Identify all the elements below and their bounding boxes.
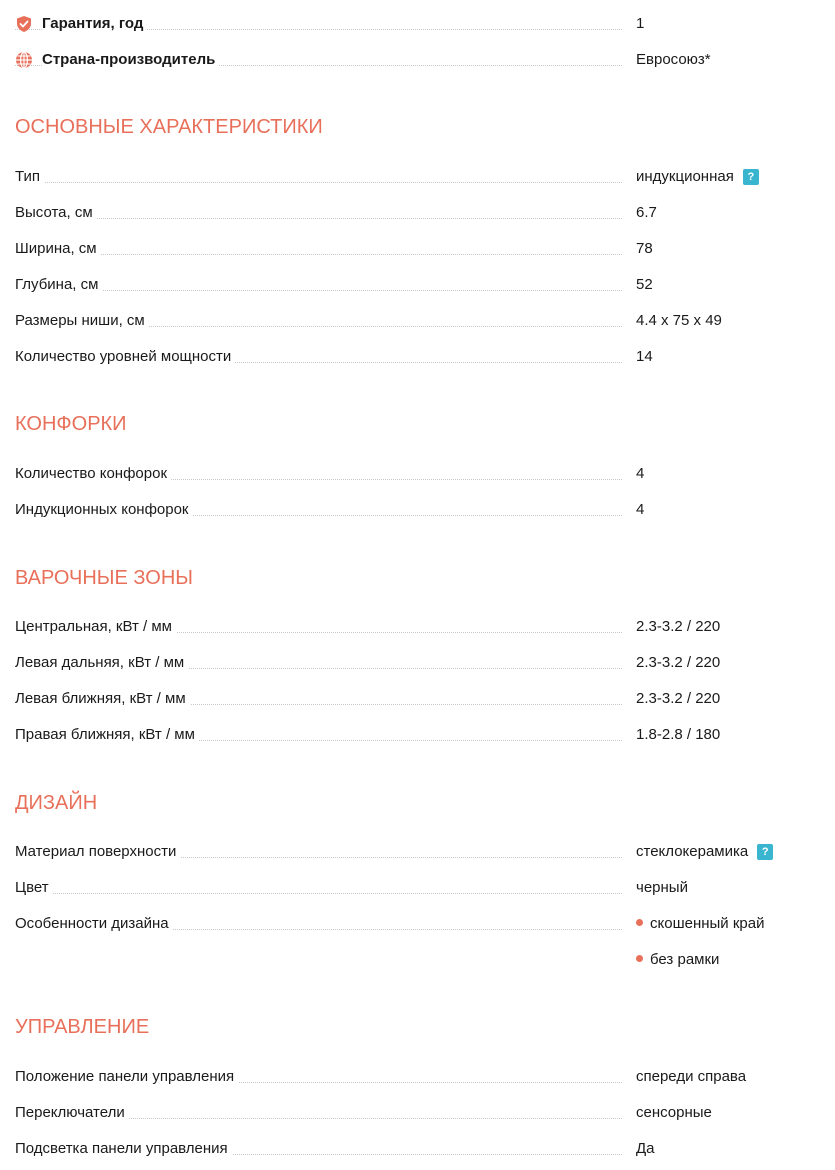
spec-row-color — [15, 878, 815, 908]
spec-value: 4 — [636, 465, 645, 482]
spec-row-niche-size — [15, 311, 815, 341]
spec-label: Положение панели управления — [15, 1067, 238, 1087]
spec-row-depth — [15, 275, 815, 305]
spec-value: 2.3-3.2 / 220 — [636, 654, 721, 671]
dotted-leader — [15, 182, 622, 183]
spec-value: 2.3-3.2 / 220 — [636, 690, 721, 707]
spec-label: Размеры ниши, см — [15, 311, 149, 331]
spec-row-induction-burners — [15, 500, 815, 530]
spec-row-zone-left-near — [15, 689, 815, 719]
spec-value: Евросоюз* — [636, 51, 711, 68]
spec-label: Страна-производитель — [42, 50, 219, 70]
spec-label: Особенности дизайна — [15, 914, 173, 934]
spec-label: Высота, см — [15, 203, 97, 223]
spec-row-zone-center — [15, 617, 815, 647]
spec-value-list-item — [636, 950, 719, 970]
spec-label: Тип — [15, 167, 44, 187]
spec-value: 6.7 — [636, 204, 657, 221]
spec-row-burner-count — [15, 464, 815, 494]
spec-label: Количество конфорок — [15, 464, 171, 484]
spec-label: Правая ближняя, кВт / мм — [15, 725, 199, 745]
spec-label: Ширина, см — [15, 239, 101, 259]
spec-label: Переключатели — [15, 1103, 129, 1123]
spec-label: Материал поверхности — [15, 842, 180, 862]
spec-value: спереди справа — [636, 1068, 747, 1085]
spec-value — [636, 167, 759, 187]
dotted-leader — [15, 290, 622, 291]
dotted-leader — [15, 218, 622, 219]
spec-value: 4 — [636, 501, 645, 518]
spec-value-text: скошенный край — [650, 915, 765, 932]
spec-value: черный — [636, 879, 688, 896]
spec-row-zone-left-far — [15, 653, 815, 683]
spec-label: Левая ближняя, кВт / мм — [15, 689, 190, 709]
spec-label: Гарантия, год — [42, 14, 147, 34]
spec-row-design-features — [15, 914, 815, 944]
spec-value-text: стеклокерамика — [636, 843, 749, 860]
bullet-icon — [636, 919, 643, 926]
spec-label: Глубина, см — [15, 275, 102, 295]
spec-label: Индукционных конфорок — [15, 500, 193, 520]
spec-row-warranty — [15, 14, 815, 44]
spec-value — [636, 842, 773, 862]
shield-check-icon — [15, 15, 33, 33]
spec-label: Количество уровней мощности — [15, 347, 235, 367]
spec-value: 14 — [636, 348, 653, 365]
section-title-main: ОСНОВНЫЕ ХАРАКТЕРИСТИКИ — [15, 116, 323, 138]
spec-row-panel-position — [15, 1067, 815, 1097]
bullet-icon — [636, 955, 643, 962]
spec-value: 52 — [636, 276, 653, 293]
dotted-leader — [15, 893, 622, 894]
spec-value: 4.4 x 75 x 49 — [636, 312, 722, 329]
spec-row-height — [15, 203, 815, 233]
spec-value-text: без рамки — [650, 951, 720, 968]
section-title-burners: КОНФОРКИ — [15, 413, 127, 435]
spec-value: сенсорные — [636, 1104, 712, 1121]
section-title-control: УПРАВЛЕНИЕ — [15, 1016, 150, 1038]
spec-value: 1 — [636, 15, 645, 32]
spec-row-width — [15, 239, 815, 269]
spec-value-text: индукционная — [636, 168, 734, 185]
section-title-design: ДИЗАЙН — [15, 792, 98, 814]
dotted-leader — [15, 254, 622, 255]
spec-row-surface-material — [15, 842, 815, 872]
spec-row-switches — [15, 1103, 815, 1133]
spec-label: Левая дальняя, кВт / мм — [15, 653, 188, 673]
spec-row-panel-backlight — [15, 1139, 815, 1169]
spec-value: Да — [636, 1140, 655, 1157]
spec-value: 78 — [636, 240, 653, 257]
spec-row-type — [15, 167, 815, 197]
spec-row-design-features-cont — [15, 950, 815, 980]
section-title-zones: ВАРОЧНЫЕ ЗОНЫ — [15, 567, 193, 589]
spec-label: Подсветка панели управления — [15, 1139, 232, 1159]
spec-label: Цвет — [15, 878, 53, 898]
spec-row-power-levels — [15, 347, 815, 377]
spec-value-list-item — [636, 914, 764, 934]
globe-icon — [15, 51, 33, 69]
spec-value: 2.3-3.2 / 220 — [636, 618, 721, 635]
spec-row-zone-right-near — [15, 725, 815, 755]
help-icon[interactable]: ? — [743, 169, 759, 185]
spec-row-country — [15, 50, 815, 80]
spec-value: 1.8-2.8 / 180 — [636, 726, 721, 743]
help-icon[interactable]: ? — [757, 844, 773, 860]
spec-label: Центральная, кВт / мм — [15, 617, 176, 637]
